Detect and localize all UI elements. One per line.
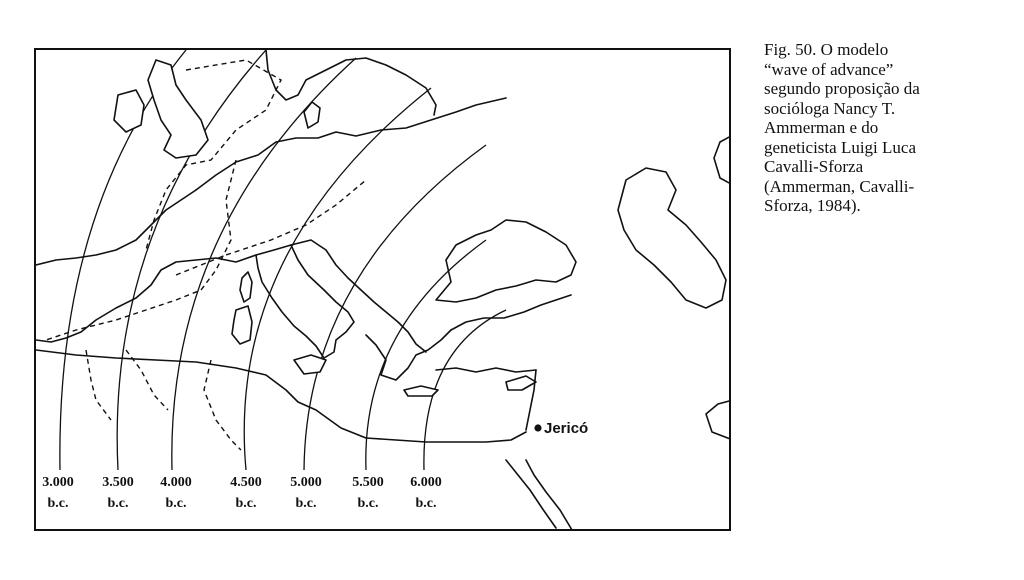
dashed-boundary-iberia — [86, 350, 111, 420]
wavefront-year: 6.000 — [410, 475, 442, 490]
denmark — [304, 102, 320, 128]
crete — [404, 386, 438, 396]
greece-coast — [366, 330, 451, 380]
wavefront-year: 4.000 — [160, 475, 192, 490]
corsica — [240, 272, 252, 302]
wavefront-era: b.c. — [47, 496, 69, 511]
coastlines — [36, 50, 731, 530]
dashed-boundary-central — [176, 180, 366, 275]
red-sea — [506, 460, 572, 530]
arc-5500 — [366, 240, 486, 470]
wavefront-year: 5.000 — [290, 475, 322, 490]
wavefront-era: b.c. — [235, 496, 257, 511]
wavefront-era: b.c. — [165, 496, 187, 511]
wavefront-label-4000 — [146, 472, 206, 514]
sicily — [294, 355, 326, 374]
wavefront-era: b.c. — [415, 496, 437, 511]
wave-of-advance-map — [34, 48, 731, 531]
dashed-boundary-west — [46, 160, 236, 340]
east-landmass — [714, 135, 731, 185]
caspian-sea — [618, 168, 726, 308]
jericho-label: Jericó — [544, 420, 589, 437]
great-britain — [148, 60, 208, 158]
wavefront-era: b.c. — [357, 496, 379, 511]
cyprus — [506, 376, 536, 390]
turkey-south-coast — [436, 368, 536, 372]
map-drawing — [36, 50, 731, 531]
north-european-coast — [196, 98, 506, 190]
wavefront-label-3500 — [88, 472, 148, 514]
italy — [256, 245, 354, 358]
wavefront-label-4500 — [216, 472, 276, 514]
wavefront-label-5500 — [338, 472, 398, 514]
dashed-boundary-africa-2 — [204, 360, 241, 450]
adriatic-balkans — [291, 240, 426, 352]
wavefront-label-6000 — [396, 472, 456, 514]
ireland — [114, 90, 144, 132]
black-sea — [436, 220, 576, 302]
iberia-france-coast — [36, 190, 196, 265]
wavefront-year: 4.500 — [230, 475, 262, 490]
wavefront-label-5000 — [276, 472, 336, 514]
wavefront-era: b.c. — [107, 496, 129, 511]
wavefront-label-3000 — [34, 472, 88, 514]
jericho-marker — [534, 424, 541, 431]
wavefront-era: b.c. — [295, 496, 317, 511]
figure-caption: Fig. 50. O modelo “wave of advance” segundo proposição da socióloga Nancy T. Ammerman e do geneticista Luigi Luca Cavalli-Sforza (Ammerman, Cavalli- Sforza, 1984). — [764, 40, 920, 215]
turkey-coast — [451, 295, 571, 330]
sardinia — [232, 306, 252, 344]
wavefront-year: 3.500 — [102, 475, 134, 490]
north-africa-coast — [36, 350, 526, 442]
wavefront-year: 3.000 — [42, 475, 74, 490]
persian-gulf-coast — [706, 400, 731, 440]
wavefront-year: 5.500 — [352, 475, 384, 490]
